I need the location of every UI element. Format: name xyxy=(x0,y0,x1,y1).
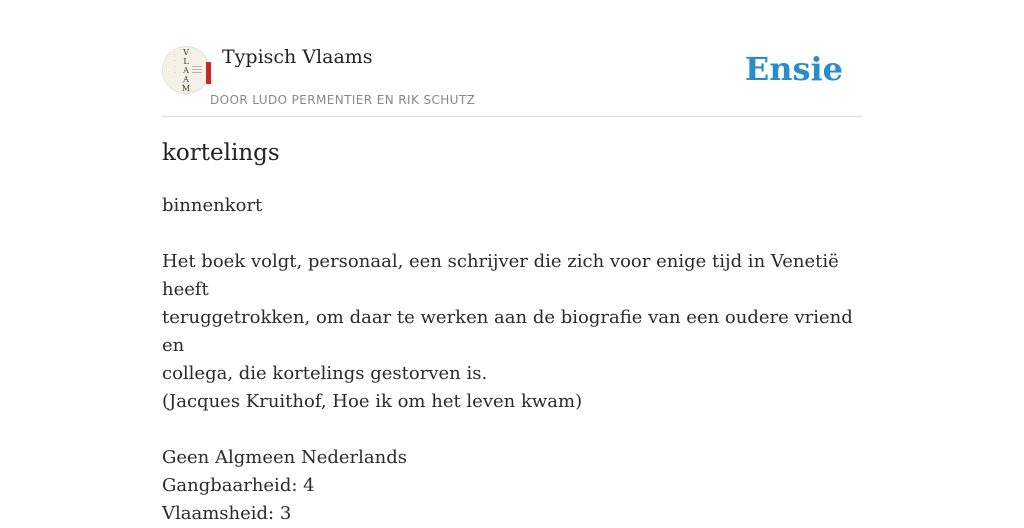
site-header xyxy=(162,40,862,117)
authors-byline: DOOR LUDO PERMENTIER EN RIK SCHUTZ xyxy=(210,93,476,107)
example-source: (Jacques Kruithof, Hoe ik om het leven kwam) xyxy=(162,391,583,412)
entry-definition: binnenkort xyxy=(162,195,263,216)
logo-fine-print xyxy=(192,66,202,76)
meta-vlaamsheid: Vlaamsheid: 3 xyxy=(162,503,292,524)
meta-standard: Geen Algmeen Nederlands xyxy=(162,447,407,468)
logo-red-bar xyxy=(206,62,211,84)
brand-logo[interactable]: Ensie xyxy=(744,50,843,88)
spacer xyxy=(162,416,862,444)
example-line: Het boek volgt, personaal, een schrijver die zich voor enige tijd in Venetië heeft xyxy=(162,251,839,300)
spacer xyxy=(162,220,862,248)
example-line: teruggetrokken, om daar te werken aan de biografie van een oudere vriend en xyxy=(162,307,853,356)
logo-side-marks: · · · · xyxy=(174,52,176,76)
entry-word: kortelings xyxy=(162,140,280,166)
meta-gangbaarheid: Gangbaarheid: 4 xyxy=(162,475,315,496)
logo-letters: V L A A M xyxy=(181,48,191,93)
entry-content xyxy=(162,192,862,528)
site-title[interactable]: Typisch Vlaams xyxy=(222,46,373,68)
avatar[interactable] xyxy=(162,46,210,94)
example-line: collega, die kortelings gestorven is. xyxy=(162,363,488,384)
